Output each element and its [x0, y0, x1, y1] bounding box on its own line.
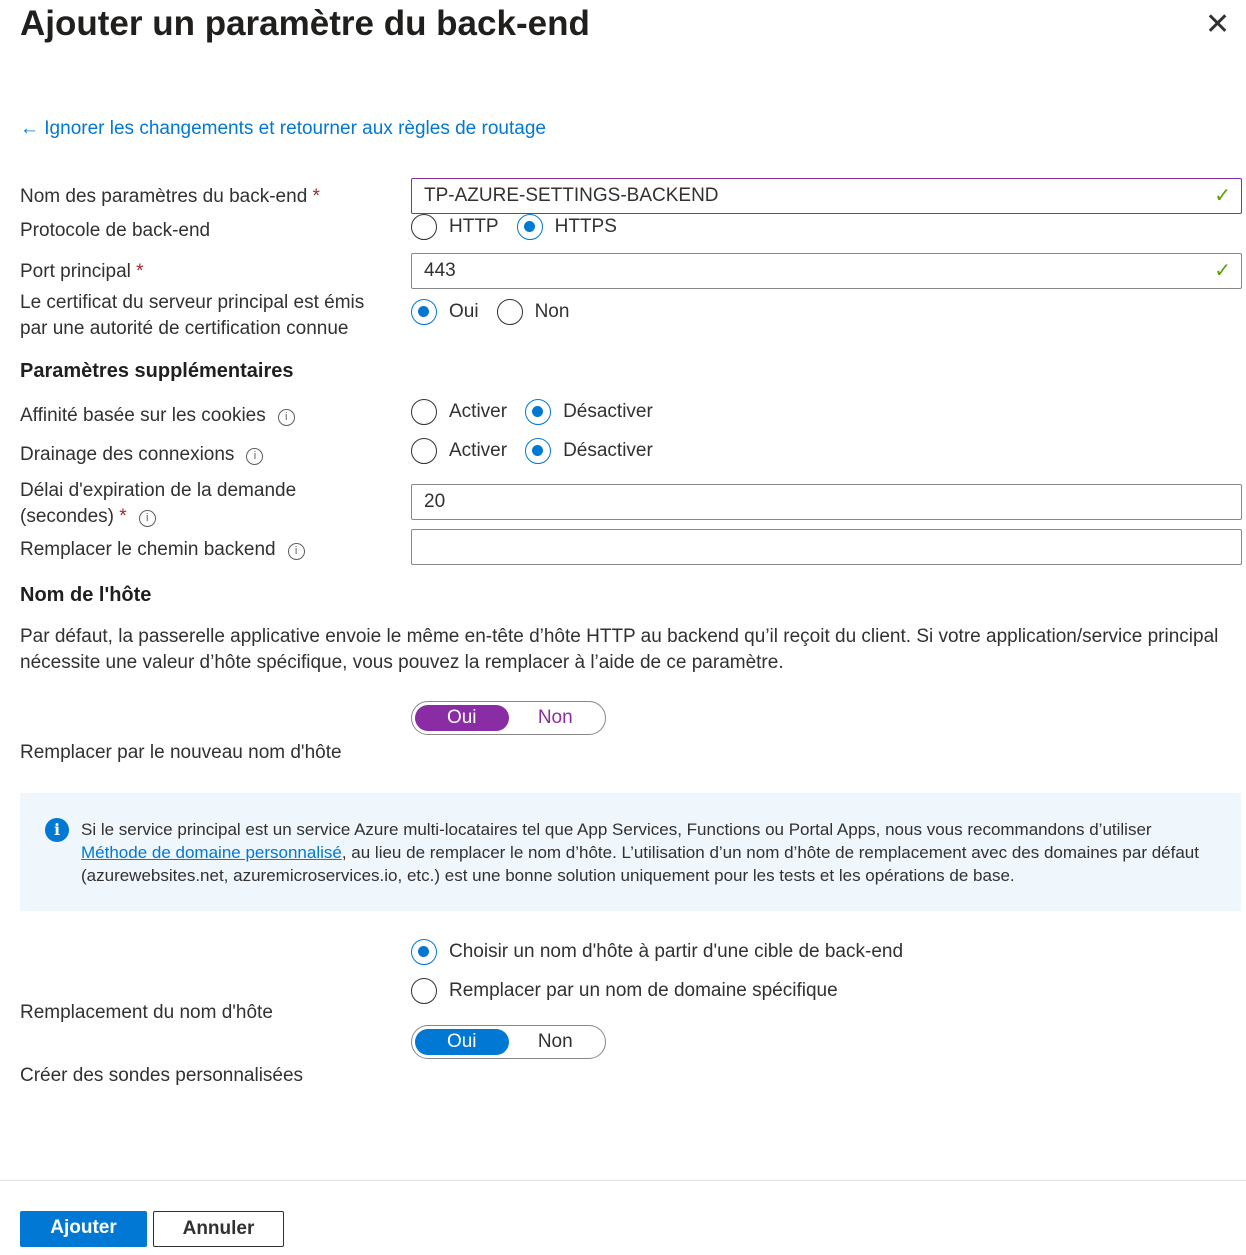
banner-text: Si le service principal est un service Azure multi-locataires tel que App Services, Functions ou Portal Apps, nous vous recommandons d’utiliser [81, 820, 1152, 839]
cookie-label: Affinité basée sur les cookies i [20, 403, 295, 429]
info-icon[interactable]: i [288, 543, 305, 560]
info-icon[interactable]: i [278, 409, 295, 426]
timeout-label: Délai d'expiration de la demande (secondes) * i [20, 480, 297, 527]
close-icon[interactable]: ✕ [1205, 8, 1231, 41]
timeout-input[interactable]: 20 [411, 484, 1242, 520]
toggle-oui[interactable]: Oui [415, 705, 509, 731]
check-icon: ✓ [1214, 260, 1231, 282]
override-toggle[interactable] [411, 701, 606, 735]
cert-label: Le certificat du serveur principal est émis par une autorité de certification connue [20, 292, 365, 339]
port-input[interactable]: 443 ✓ [411, 253, 1242, 289]
path-input[interactable] [411, 529, 1242, 565]
radio-drain-desactiver[interactable]: Désactiver [525, 438, 653, 464]
port-label: Port principal * [20, 261, 144, 282]
check-icon: ✓ [1214, 185, 1231, 207]
radio-cookie-activer[interactable]: Activer [411, 399, 507, 425]
override-label: Remplacer par le nouveau nom d'hôte [20, 742, 342, 763]
name-label: Nom des paramètres du back-end * [20, 186, 320, 207]
probe-toggle[interactable] [411, 1025, 606, 1059]
probe-label: Créer des sondes personnalisées [20, 1065, 304, 1086]
host-description: Par défaut, la passerelle applicative envoie le même en-tête d’hôte HTTP au backend qu’il reçoit du client. Si votre application/service principal nécessite une valeur d’hôte spécifique, vous pouvez la remplacer à l’aide de ce paramètre. [20, 626, 1219, 673]
radio-cookie-desactiver[interactable]: Désactiver [525, 399, 653, 425]
radio-cert-oui[interactable]: Oui [411, 299, 479, 325]
radio-https[interactable]: HTTPS [517, 214, 617, 240]
add-button[interactable]: Ajouter [20, 1211, 147, 1247]
radio-cert-non[interactable]: Non [497, 299, 570, 325]
info-banner [20, 793, 1241, 911]
toggle-non[interactable]: Non [537, 1031, 573, 1052]
back-link[interactable]: ← Ignorer les changements et retourner aux règles de routage [20, 118, 546, 139]
host-heading: Nom de l'hôte [20, 584, 152, 606]
path-label: Remplacer le chemin backend i [20, 537, 305, 563]
banner-text: , au lieu de remplacer le nom d’hôte. L’utilisation d’un nom d’hôte de remplacement avec des domaines par défaut (azurewebsites.net, azuremicroservices.io, etc.) est une bonne solution uniquement pour les tests et les opérations de base. [81, 843, 1199, 885]
custom-domain-link[interactable]: Méthode de domaine personnalisé [81, 843, 342, 862]
info-icon: i [45, 818, 69, 842]
toggle-non[interactable]: Non [537, 707, 573, 728]
additional-heading: Paramètres supplémentaires [20, 360, 294, 382]
name-input[interactable]: TP-AZURE-SETTINGS-BACKEND ✓ [411, 178, 1242, 214]
footer-divider [0, 1180, 1246, 1181]
cancel-button[interactable]: Annuler [153, 1211, 284, 1247]
radio-host-backend[interactable]: Choisir un nom d'hôte à partir d'une cible de back-end [411, 939, 903, 965]
radio-drain-activer[interactable]: Activer [411, 438, 507, 464]
radio-host-specific[interactable]: Remplacer par un nom de domaine spécifique [411, 978, 838, 1004]
radio-http[interactable]: HTTP [411, 214, 499, 240]
info-icon[interactable]: i [246, 448, 263, 465]
drain-label: Drainage des connexions i [20, 442, 263, 468]
toggle-oui[interactable]: Oui [415, 1029, 509, 1055]
protocol-label: Protocole de back-end [20, 220, 211, 241]
replace-label: Remplacement du nom d'hôte [20, 1002, 273, 1023]
page-title: Ajouter un paramètre du back-end [20, 4, 590, 43]
info-icon[interactable]: i [139, 510, 156, 527]
